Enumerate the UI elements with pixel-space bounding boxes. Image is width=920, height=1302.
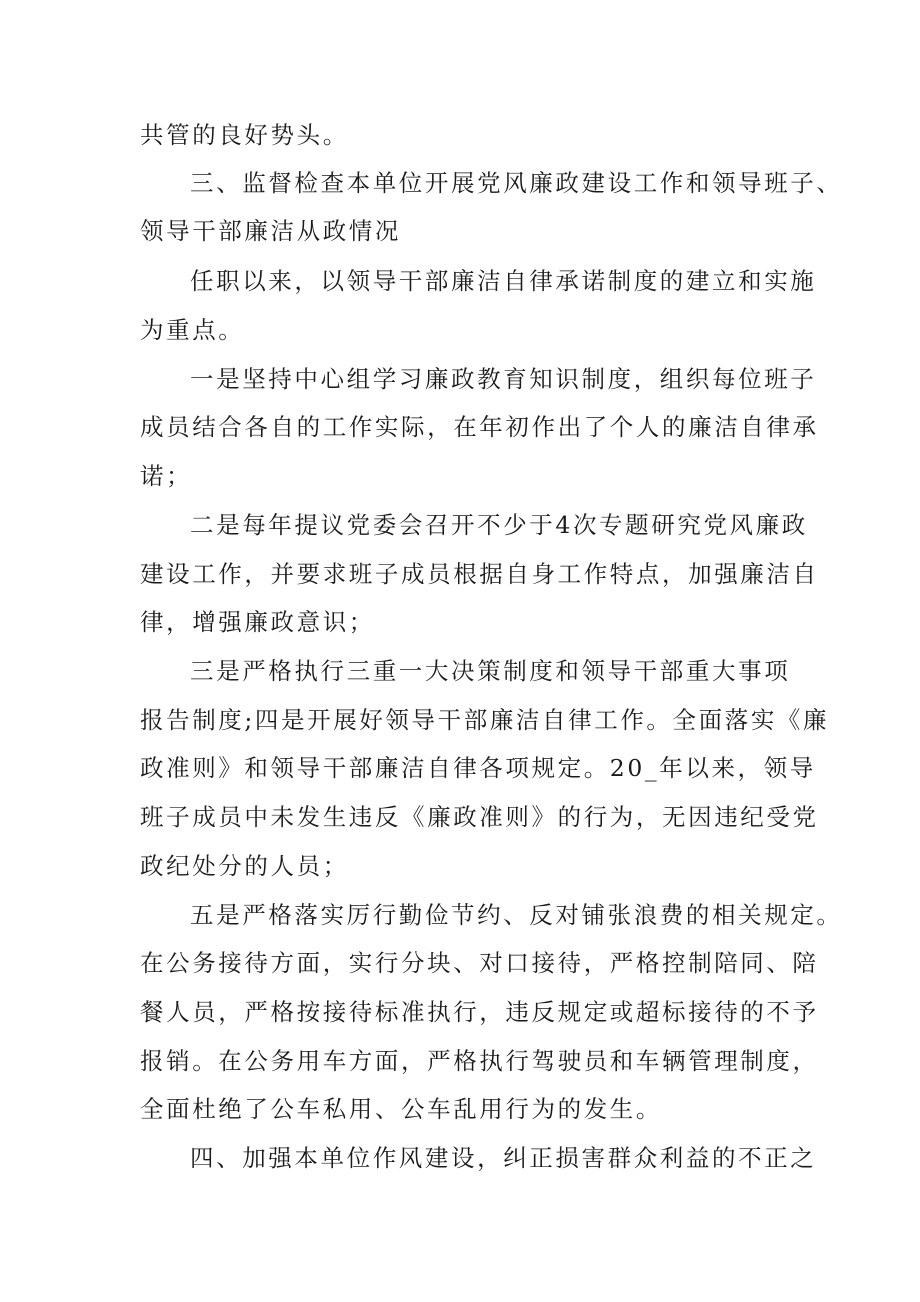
text-line: 二是每年提议党委会召开不少于4次专题研究党风廉政 <box>190 511 808 539</box>
text-line: 餐人员，严格按接待标准执行，违反规定或超标接待的不予 <box>140 998 819 1026</box>
text-line: 班子成员中未发生违反《廉政准则》的行为，无因违纪受党 <box>140 803 819 831</box>
text-line: 律，增强廉政意识； <box>140 608 375 636</box>
text-line: 成员结合各自的工作实际，在年初作出了个人的廉洁自律承 <box>140 413 819 441</box>
text-line: 报销。在公务用车方面，严格执行驾驶员和车辆管理制度， <box>140 1047 819 1075</box>
text-line: 政纪处分的人员； <box>140 852 349 880</box>
text-line: 任职以来，以领导干部廉洁自律承诺制度的建立和实施 <box>190 267 817 295</box>
text-line: 全面杜绝了公车私用、公车乱用行为的发生。 <box>140 1095 662 1123</box>
text-line: 三是严格执行三重一大决策制度和领导干部重大事项 <box>190 657 791 685</box>
text-line: 为重点。 <box>140 316 245 344</box>
section-heading: 四、加强本单位作风建设，纠正损害群众利益的不正之 <box>190 1144 817 1172</box>
text-line: 诺； <box>140 462 193 490</box>
text-line: 在公务接待方面，实行分块、对口接待，严格控制陪同、陪 <box>140 949 819 977</box>
section-heading: 领导干部廉洁从政情况 <box>140 217 401 245</box>
text-line: 五是严格落实厉行勤俭节约、反对铺张浪费的相关规定。 <box>190 901 843 929</box>
text-line: 建设工作，并要求班子成员根据自身工作特点，加强廉洁自 <box>140 560 819 588</box>
text-line: 一是坚持中心组学习廉政教育知识制度，组织每位班子 <box>190 365 817 393</box>
text-line: 共管的良好势头。 <box>140 121 349 149</box>
section-heading: 三、监督检查本单位开展党风廉政建设工作和领导班子、 <box>190 169 843 197</box>
text-line: 报告制度;四是开展好领导干部廉洁自律工作。全面落实《廉 <box>140 706 830 734</box>
text-line: 政准则》和领导干部廉洁自律各项规定。20_年以来，领导 <box>140 754 816 782</box>
